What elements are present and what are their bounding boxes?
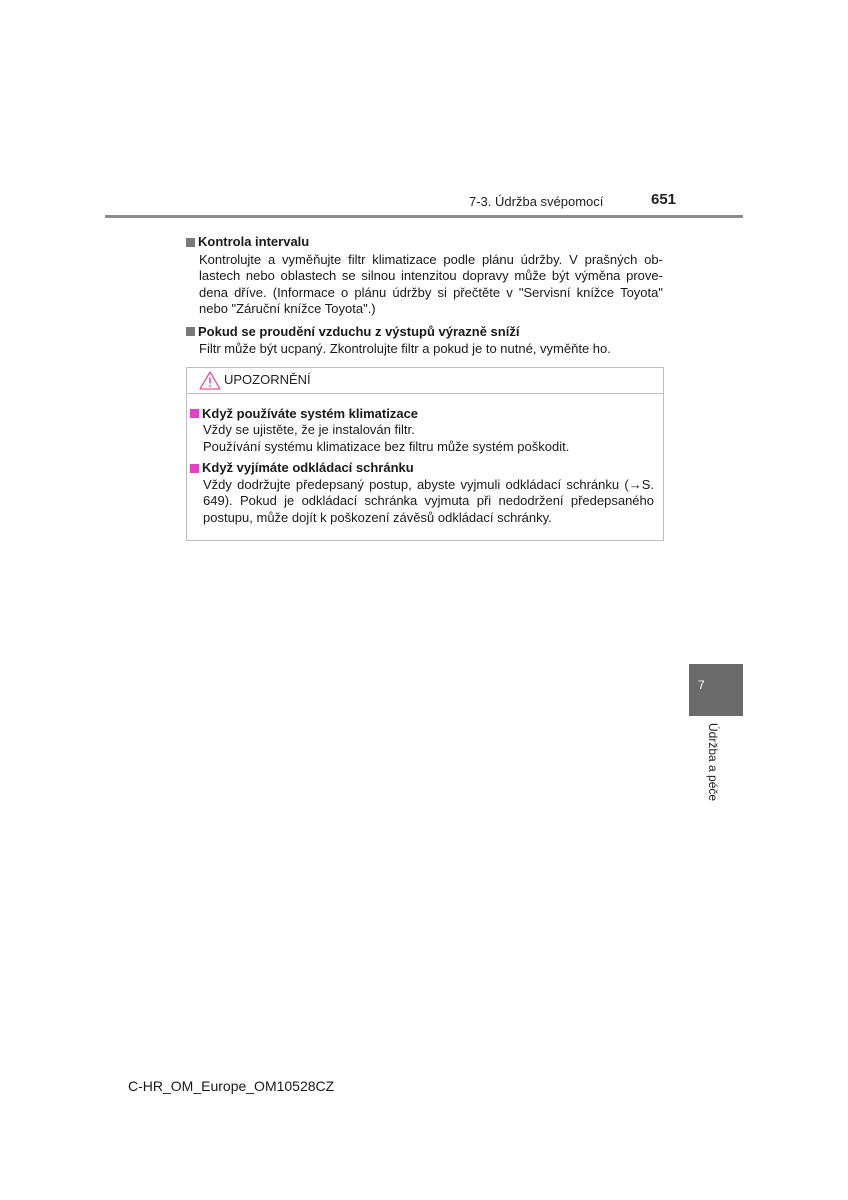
caution-item-line: Používání systému klimatizace bez filtru může systém poškodit. [203, 438, 570, 454]
chapter-tab [689, 664, 743, 716]
header-divider [105, 215, 743, 218]
caution-header [187, 368, 663, 394]
section-heading [186, 324, 663, 341]
document-code: C-HR_OM_Europe_OM10528CZ [128, 1078, 335, 1094]
chapter-number: 7 [698, 678, 705, 692]
warning-triangle-icon [199, 371, 221, 390]
caution-item-line: Vždy se ujistěte, že je instalován filtr. [203, 422, 415, 437]
chapter-label: Údržba a péče [706, 723, 720, 802]
square-bullet-icon [186, 327, 195, 336]
caution-item-heading [190, 460, 654, 477]
caution-item-line: Vždy dodržujte předepsaný postup, abyste vyjmuli odkládací schránku (→S. 649). Pokud je odkládací schránka vyjmuta při nedodržení předepsaného postupu, může dojít k poškození závěsů odkládací schránky. [203, 476, 654, 525]
running-header-section: 7-3. Údržba svépomocí [469, 194, 604, 209]
caution-body [187, 394, 663, 541]
main-content [186, 234, 663, 541]
caution-item-heading [190, 406, 654, 423]
section-body: Filtr může být ucpaný. Zkontrolujte filtr a pokud je to nutné, vyměňte ho. [199, 341, 611, 356]
caution-box [186, 367, 664, 542]
caution-title: UPOZORNĚNÍ [224, 371, 311, 387]
caution-item-heading-text: Když používáte systém klimatizace [202, 405, 419, 421]
page-number: 651 [651, 191, 677, 208]
pink-square-bullet-icon [190, 409, 199, 418]
section-heading [186, 234, 663, 251]
section-body: Kontrolujte a vyměňujte filtr klimatizace podle plánu údržby. V prašných oblastech nebo oblastech se silnou intenzitou dopravy může být výměna provedena dříve. (Informace o plánu údržby si přečtěte v "Servisní knížce Toyota" nebo "Záruční knížce Toyota".) [199, 251, 663, 316]
square-bullet-icon [186, 238, 195, 247]
section-heading-text: Pokud se proudění vzduchu z výstupů výrazně sníží [198, 323, 520, 339]
caution-item-heading-text: Když vyjímáte odkládací schránku [202, 460, 414, 475]
section-heading-text: Kontrola intervalu [198, 234, 310, 249]
pink-square-bullet-icon [190, 464, 199, 473]
